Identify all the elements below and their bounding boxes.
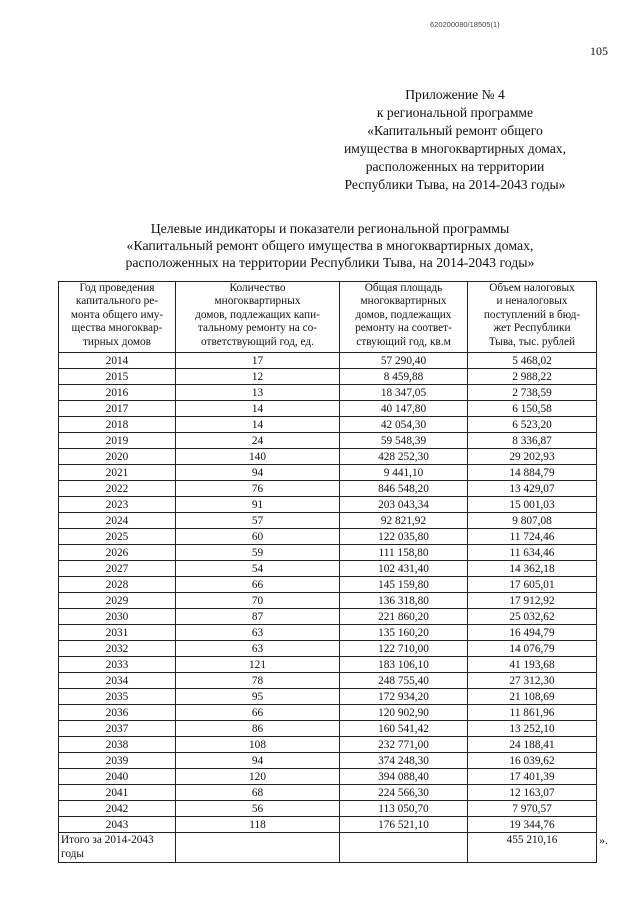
cell-year: 2017: [59, 401, 176, 417]
header-line: Тыва, тыс. рублей: [488, 335, 576, 348]
cell-building-count: 70: [176, 593, 340, 609]
cell-area: 120 902,90: [340, 705, 468, 721]
table-row: [59, 465, 597, 481]
cell-area: 42 054,30: [340, 417, 468, 433]
cell-revenue: 11 634,46: [468, 545, 597, 561]
cell-year: 2022: [59, 481, 176, 497]
header-line: и неналоговых: [496, 295, 568, 308]
cell-revenue: 17 605,01: [468, 577, 597, 593]
cell-year: 2018: [59, 417, 176, 433]
cell-area: 176 521,10: [340, 817, 468, 833]
cell-area: 248 755,40: [340, 673, 468, 689]
cell-building-count: 118: [176, 817, 340, 833]
cell-revenue: 12 163,07: [468, 785, 597, 801]
cell-revenue: 13 252,10: [468, 721, 597, 737]
table-row: [59, 721, 597, 737]
page-number: 105: [590, 44, 608, 58]
cell-revenue: 8 336,87: [468, 433, 597, 449]
cell-revenue: 24 188,41: [468, 737, 597, 753]
cell-area: 8 459,88: [340, 369, 468, 385]
header-line: Количество: [229, 282, 286, 294]
header-building-count: [176, 282, 340, 353]
cell-year: 2032: [59, 641, 176, 657]
cell-building-count: 121: [176, 657, 340, 673]
table-row: [59, 481, 597, 497]
cell-area: 145 159,80: [340, 577, 468, 593]
title-line: «Капитальный ремонт общего имущества в многоквартирных домах,: [126, 238, 534, 253]
appendix-heading: [300, 86, 610, 194]
table-row: [59, 433, 597, 449]
cell-building-count: 57: [176, 513, 340, 529]
cell-revenue: 14 362,18: [468, 561, 597, 577]
header-line: тальному ремонту на со-: [197, 322, 318, 335]
cell-revenue: 17 401,39: [468, 769, 597, 785]
cell-revenue: 2 988,22: [468, 369, 597, 385]
cell-area: 232 771,00: [340, 737, 468, 753]
table-row: [59, 561, 597, 577]
cell-building-count: 91: [176, 497, 340, 513]
table-row: [59, 625, 597, 641]
total-revenue: 455 210,16: [468, 833, 597, 863]
table-row: [59, 529, 597, 545]
header-line: поступлений в бюд-: [483, 308, 581, 321]
cell-building-count: 12: [176, 369, 340, 385]
cell-building-count: 87: [176, 609, 340, 625]
cell-area: 122 035,80: [340, 529, 468, 545]
appendix-line: «Капитальный ремонт общего: [367, 123, 543, 138]
cell-year: 2037: [59, 721, 176, 737]
cell-building-count: 66: [176, 705, 340, 721]
cell-building-count: 59: [176, 545, 340, 561]
header-line: монта общего иму-: [70, 308, 164, 321]
cell-area: 111 158,80: [340, 545, 468, 561]
total-row: [59, 833, 597, 863]
table-row: [59, 369, 597, 385]
cell-revenue: 9 807,08: [468, 513, 597, 529]
cell-year: 2027: [59, 561, 176, 577]
cell-building-count: 56: [176, 801, 340, 817]
cell-building-count: 76: [176, 481, 340, 497]
cell-revenue: 14 076,79: [468, 641, 597, 657]
table-row: [59, 785, 597, 801]
cell-revenue: 13 429,07: [468, 481, 597, 497]
cell-area: 846 548,20: [340, 481, 468, 497]
appendix-line: расположенных на территории: [365, 159, 545, 174]
cell-year: 2036: [59, 705, 176, 721]
header-line: домов, подлежащих капи-: [195, 308, 320, 321]
cell-revenue: 27 312,30: [468, 673, 597, 689]
table-row: [59, 705, 597, 721]
table-row: [59, 577, 597, 593]
table-row: [59, 641, 597, 657]
cell-area: 92 821,92: [340, 513, 468, 529]
cell-building-count: 63: [176, 641, 340, 657]
header-revenue: [468, 282, 597, 353]
cell-building-count: 17: [176, 353, 340, 369]
cell-revenue: 21 108,69: [468, 689, 597, 705]
cell-year: 2019: [59, 433, 176, 449]
cell-revenue: 11 724,46: [468, 529, 597, 545]
table-row: [59, 673, 597, 689]
cell-area: 102 431,40: [340, 561, 468, 577]
table-row: [59, 401, 597, 417]
cell-building-count: 94: [176, 753, 340, 769]
table-row: [59, 497, 597, 513]
table-row: [59, 801, 597, 817]
cell-revenue: 25 032,62: [468, 609, 597, 625]
cell-revenue: 6 523,20: [468, 417, 597, 433]
cell-year: 2042: [59, 801, 176, 817]
cell-revenue: 14 884,79: [468, 465, 597, 481]
cell-year: 2020: [59, 449, 176, 465]
cell-building-count: 120: [176, 769, 340, 785]
table-header-row: [59, 282, 597, 353]
cell-year: 2015: [59, 369, 176, 385]
table-row: [59, 545, 597, 561]
header-line: капитального ре-: [75, 295, 159, 308]
table-row: [59, 769, 597, 785]
table-row: [59, 513, 597, 529]
cell-area: 172 934,20: [340, 689, 468, 705]
header-line: ответствующий год, ед.: [201, 335, 314, 348]
cell-building-count: 95: [176, 689, 340, 705]
header-line: Год проведения: [79, 282, 155, 294]
table-row: [59, 657, 597, 673]
cell-revenue: 19 344,76: [468, 817, 597, 833]
cell-building-count: 13: [176, 385, 340, 401]
cell-year: 2033: [59, 657, 176, 673]
table-row: [59, 817, 597, 833]
cell-year: 2014: [59, 353, 176, 369]
cell-year: 2031: [59, 625, 176, 641]
cell-year: 2034: [59, 673, 176, 689]
header-line: щества многоквар-: [71, 322, 163, 335]
document-stamp-number: 620200080/18505(1): [430, 20, 500, 29]
cell-year: 2041: [59, 785, 176, 801]
header-line: ствующий год, кв.м: [356, 335, 451, 348]
header-year: [59, 282, 176, 353]
cell-building-count: 54: [176, 561, 340, 577]
cell-revenue: 5 468,02: [468, 353, 597, 369]
header-line: многоквартирных: [214, 295, 301, 308]
cell-revenue: 29 202,93: [468, 449, 597, 465]
cell-area: 18 347,05: [340, 385, 468, 401]
table-row: [59, 593, 597, 609]
table-row: [59, 385, 597, 401]
title-line: Целевые индикаторы и показатели региональной программы: [150, 221, 510, 236]
cell-year: 2016: [59, 385, 176, 401]
cell-revenue: 7 970,57: [468, 801, 597, 817]
cell-revenue: 16 039,62: [468, 753, 597, 769]
total-area: [340, 833, 468, 863]
appendix-line: Приложение № 4: [405, 87, 505, 102]
header-line: домов, подлежащих: [355, 308, 452, 321]
cell-year: 2028: [59, 577, 176, 593]
cell-revenue: 17 912,92: [468, 593, 597, 609]
cell-year: 2021: [59, 465, 176, 481]
cell-year: 2026: [59, 545, 176, 561]
cell-area: 203 043,34: [340, 497, 468, 513]
cell-year: 2039: [59, 753, 176, 769]
cell-area: 160 541,42: [340, 721, 468, 737]
cell-area: 40 147,80: [340, 401, 468, 417]
table-row: [59, 449, 597, 465]
cell-year: 2035: [59, 689, 176, 705]
cell-revenue: 6 150,58: [468, 401, 597, 417]
cell-area: 135 160,20: [340, 625, 468, 641]
appendix-line: Республики Тыва, на 2014-2043 годы»: [344, 177, 566, 192]
table-row: [59, 689, 597, 705]
cell-building-count: 140: [176, 449, 340, 465]
cell-building-count: 24: [176, 433, 340, 449]
cell-revenue: 16 494,79: [468, 625, 597, 641]
cell-year: 2043: [59, 817, 176, 833]
cell-area: 113 050,70: [340, 801, 468, 817]
appendix-line: имущества в многоквартирных домах,: [344, 141, 566, 156]
cell-area: 57 290,40: [340, 353, 468, 369]
header-line: многоквартирных: [360, 295, 447, 308]
cell-building-count: 66: [176, 577, 340, 593]
total-count: [176, 833, 340, 863]
closing-quote-mark: ».: [599, 833, 608, 847]
cell-year: 2024: [59, 513, 176, 529]
cell-area: 59 548,39: [340, 433, 468, 449]
cell-building-count: 63: [176, 625, 340, 641]
cell-year: 2030: [59, 609, 176, 625]
cell-year: 2025: [59, 529, 176, 545]
cell-revenue: 41 193,68: [468, 657, 597, 673]
cell-building-count: 108: [176, 737, 340, 753]
cell-building-count: 78: [176, 673, 340, 689]
cell-building-count: 86: [176, 721, 340, 737]
total-label: Итого за 2014-2043 годы: [59, 833, 176, 863]
header-line: жет Республики: [493, 322, 571, 335]
cell-building-count: 60: [176, 529, 340, 545]
cell-year: 2023: [59, 497, 176, 513]
table-row: [59, 737, 597, 753]
cell-building-count: 68: [176, 785, 340, 801]
header-total-area: [340, 282, 468, 353]
appendix-line: к региональной программе: [376, 105, 534, 120]
cell-area: 122 710,00: [340, 641, 468, 657]
cell-year: 2029: [59, 593, 176, 609]
cell-area: 183 106,10: [340, 657, 468, 673]
cell-area: 428 252,30: [340, 449, 468, 465]
cell-revenue: 15 001,03: [468, 497, 597, 513]
cell-revenue: 2 738,59: [468, 385, 597, 401]
cell-revenue: 11 861,96: [468, 705, 597, 721]
cell-area: 374 248,30: [340, 753, 468, 769]
indicators-table: [58, 281, 597, 863]
title-line: расположенных на территории Республики Тыва, на 2014-2043 годы»: [125, 255, 535, 270]
cell-building-count: 94: [176, 465, 340, 481]
cell-year: 2038: [59, 737, 176, 753]
cell-building-count: 14: [176, 401, 340, 417]
header-line: тирных домов: [82, 335, 152, 348]
cell-building-count: 14: [176, 417, 340, 433]
header-line: ремонту на соответ-: [355, 322, 452, 335]
cell-area: 224 566,30: [340, 785, 468, 801]
cell-area: 136 318,80: [340, 593, 468, 609]
cell-area: 221 860,20: [340, 609, 468, 625]
table-row: [59, 609, 597, 625]
header-line: Общая площадь: [364, 282, 443, 294]
header-line: Объем налоговых: [489, 282, 575, 294]
document-title: [60, 220, 600, 271]
cell-area: 9 441,10: [340, 465, 468, 481]
table-row: [59, 753, 597, 769]
table-row: [59, 353, 597, 369]
table-row: [59, 417, 597, 433]
cell-area: 394 088,40: [340, 769, 468, 785]
cell-year: 2040: [59, 769, 176, 785]
